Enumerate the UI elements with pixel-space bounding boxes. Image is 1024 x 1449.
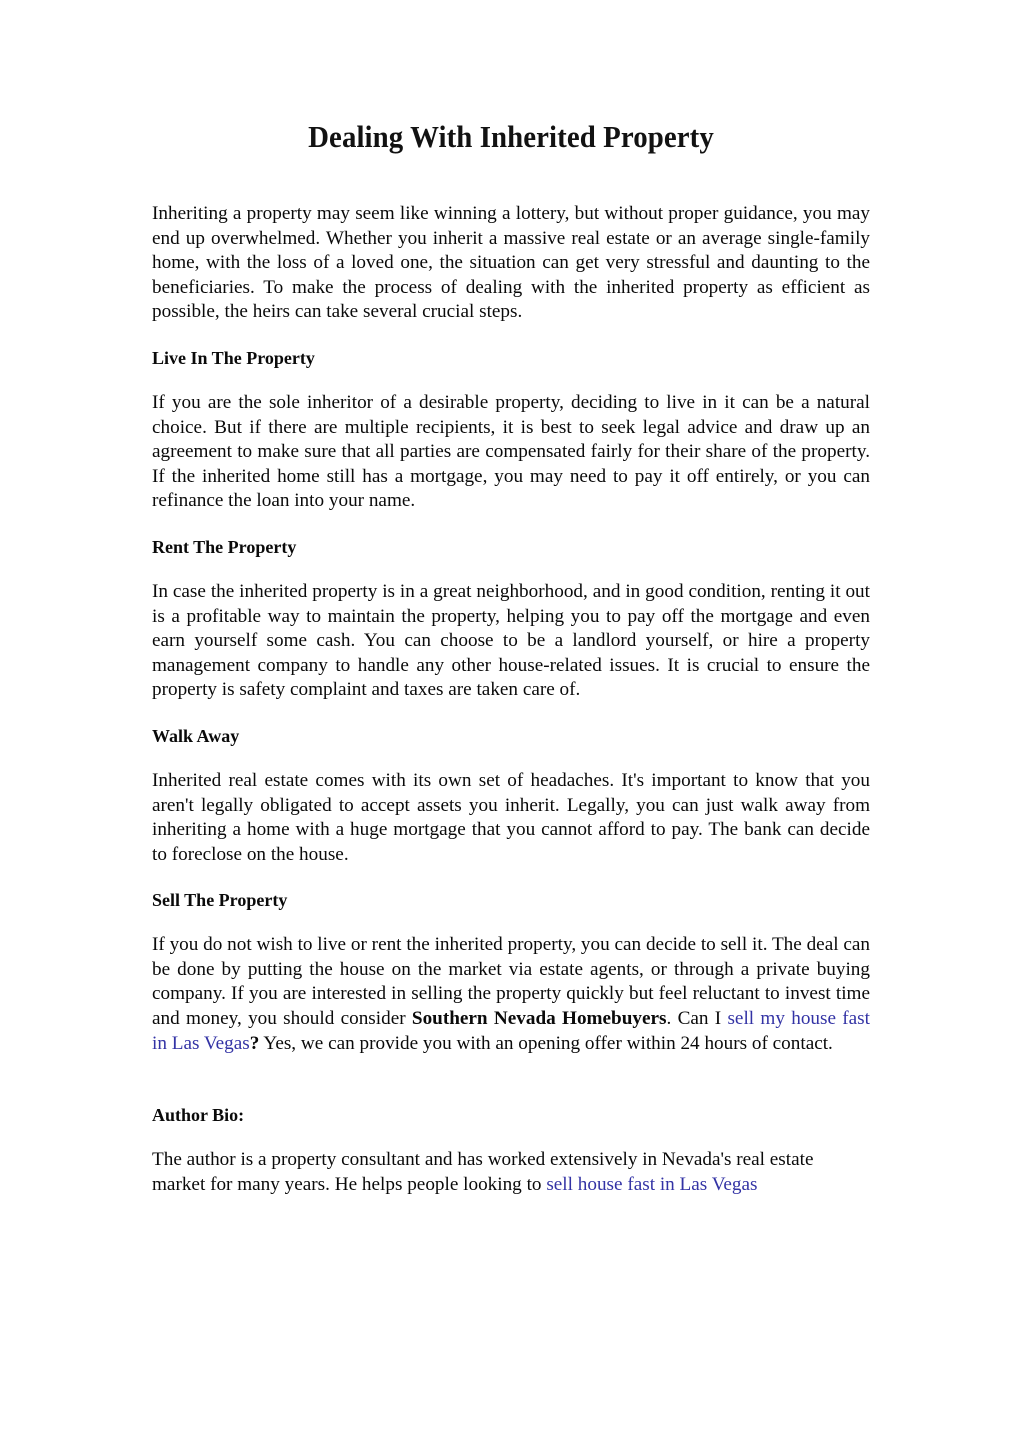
section-paragraph-rent-the-property: In case the inherited property is in a great neighborhood, and in good condition, renting it out is a profitable way to maintain the property, helping you to pay off the mortgage and even earn yourself some cash. You can choose to be a landlord yourself, or hire a property management company to handle any other house-related issues. It is crucial to ensure the property is safety complaint and taxes are taken care of. [152,580,870,701]
section-paragraph-live-in-the-property: If you are the sole inheritor of a desirable property, deciding to live in it can be a natural choice. But if there are multiple recipients, it is best to seek legal advice and draw up an agreement to make sure that all parties are compensated fairly for their share of the property. If the inherited home still has a mortgage, you may need to pay it off entirely, or you can refinance the loan into your name. [152,391,870,512]
spacer [152,369,870,391]
sell-text-intro: If you do not wish to live or rent the inherited property, you can decide to sell it. The deal can be done by putting the house on the market via estate agents, or through a private buying company. If you are interested in selling the property quickly but feel reluctant to invest time and money, you should consider [152,934,870,1030]
spacer [152,747,870,769]
spacer [152,558,870,580]
section-heading-rent-the-property: Rent The Property [152,536,297,557]
spacer [152,703,870,725]
question-mark: ? [249,1032,260,1054]
intro-paragraph: Inheriting a property may seem like winning a lottery, but without proper guidance, you may end up overwhelmed. Whether you inherit a massive real estate or an average single-family home, with the loss of a loved one, the situation can get very stressful and daunting to the beneficiaries. To make the process of dealing with the inherited property as efficient as possible, the heirs can take several crucial steps. [152,203,870,323]
author-bio-text: The author is a property consultant and has worked extensively in Nevada's real estate market for many years. He helps people looking to [152,1149,814,1195]
spacer [152,514,870,536]
author-bio-paragraph [152,1148,870,1197]
spacer [152,325,870,347]
link-sell-house-fast-in-las-vegas[interactable]: sell house fast in Las Vegas [546,1173,758,1195]
sell-text-outro: Yes, we can provide you with an opening offer within 24 hours of contact. [259,1032,833,1054]
page-title: Dealing With Inherited Property [308,119,714,154]
spacer-before-author-bio [152,1056,870,1104]
spacer [152,1126,870,1148]
document-content [152,118,870,1197]
section-heading-live-in-the-property: Live In The Property [152,347,315,368]
section-paragraph-sell-the-property [152,933,870,1056]
spacer [152,867,870,889]
sell-text-mid: . Can I [666,1008,728,1030]
spacer [152,911,870,933]
spacer-title [152,156,870,202]
company-name-southern-nevada-homebuyers: Southern Nevada Homebuyers [411,1008,667,1030]
section-paragraph-walk-away: Inherited real estate comes with its own set of headaches. It's important to know that you aren't legally obligated to accept assets you inherit. Legally, you can just walk away from inheriting a home with a huge mortgage that you cannot afford to pay. The bank can decide to foreclose on the house. [152,769,870,865]
section-heading-walk-away: Walk Away [152,725,240,746]
section-heading-author-bio: Author Bio: [152,1105,245,1126]
link-sell-my-house-fast-in-las-vegas[interactable]: sell my house fast in Las Vegas [152,1008,870,1054]
section-heading-sell-the-property: Sell The Property [152,890,288,911]
